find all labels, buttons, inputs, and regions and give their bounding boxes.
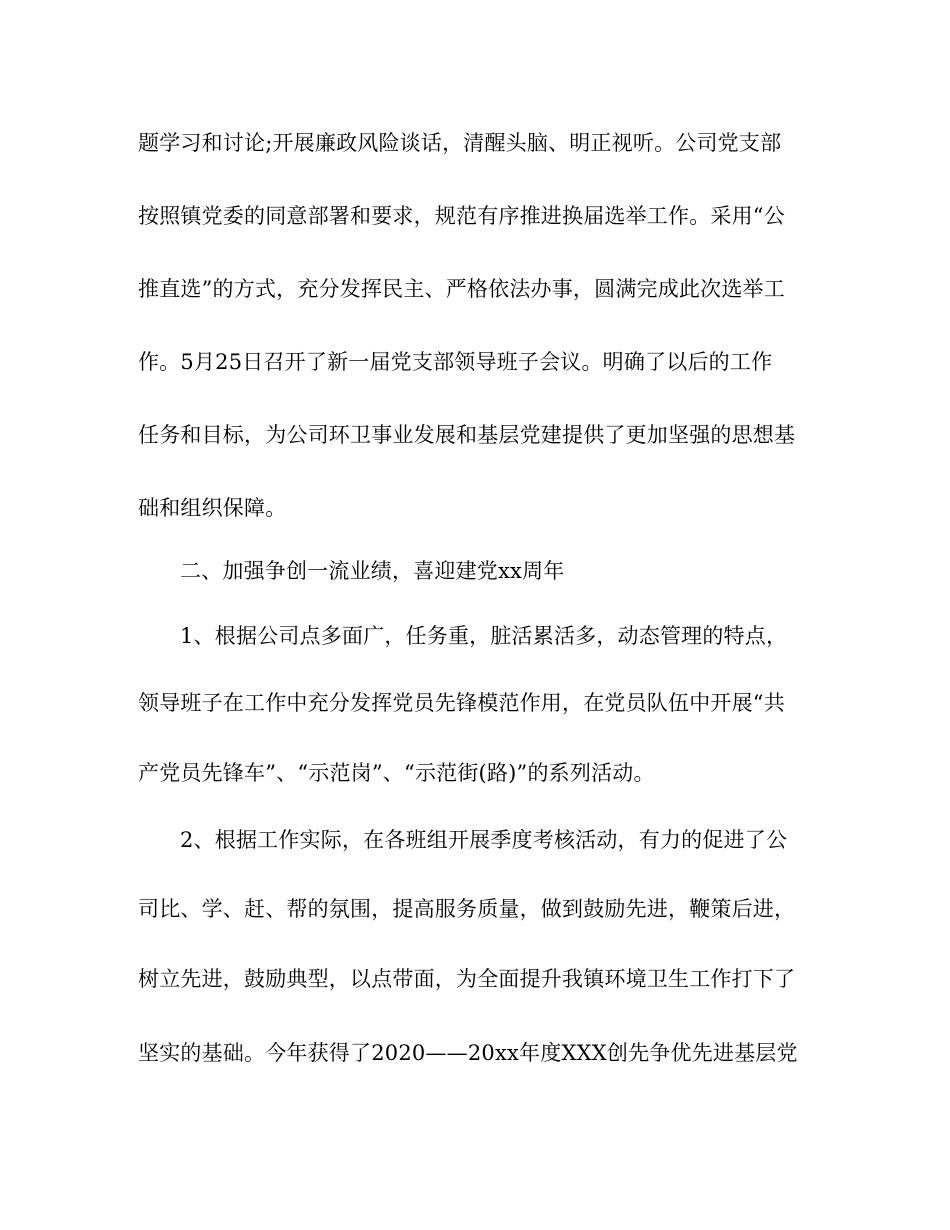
paragraph-line-6: 础和组织保障。 (138, 496, 287, 520)
paragraph-line-5: 任务和目标，为公司环卫事业发展和基层党建提供了更加坚强的思想基 (138, 423, 796, 447)
item-1-line-1: 1、根据公司点多面广，任务重，脏活累活多，动态管理的特点， (180, 624, 788, 648)
item-2-line-2: 司比、学、赶、帮的氛围，提高服务质量，做到鼓励先进，鞭策后进， (138, 897, 796, 921)
paragraph-line-4: 作。5月25日召开了新一届党支部领导班子会议。明确了以后的工作 (138, 350, 773, 374)
item-2-line-4: 坚实的基础。今年获得了2020——20xx年度XXX创先争优先进基层党 (138, 1041, 798, 1065)
paragraph-line-2: 按照镇党委的同意部署和要求，规范有序推进换届选举工作。采用“公 (138, 204, 785, 228)
paragraph-line-1: 题学习和讨论;开展廉政风险谈话，清醒头脑、明正视听。公司党支部 (138, 131, 782, 155)
item-2-line-3: 树立先进，鼓励典型，以点带面，为全面提升我镇环境卫生工作打下了 (138, 967, 796, 991)
item-1-line-2: 领导班子在工作中充分发挥党员先锋模范作用，在党员队伍中开展“共 (138, 691, 785, 715)
item-1-line-3: 产党员先锋车”、“示范岗”、“示范街(路)”的系列活动。 (138, 761, 655, 785)
section-heading: 二、加强争创一流业绩，喜迎建党xx周年 (180, 559, 565, 583)
paragraph-line-3: 推直选”的方式，充分发挥民主、严格依法办事，圆满完成此次选举工 (138, 277, 785, 301)
item-2-line-1: 2、根据工作实际，在各班组开展季度考核活动，有力的促进了公 (180, 828, 788, 852)
